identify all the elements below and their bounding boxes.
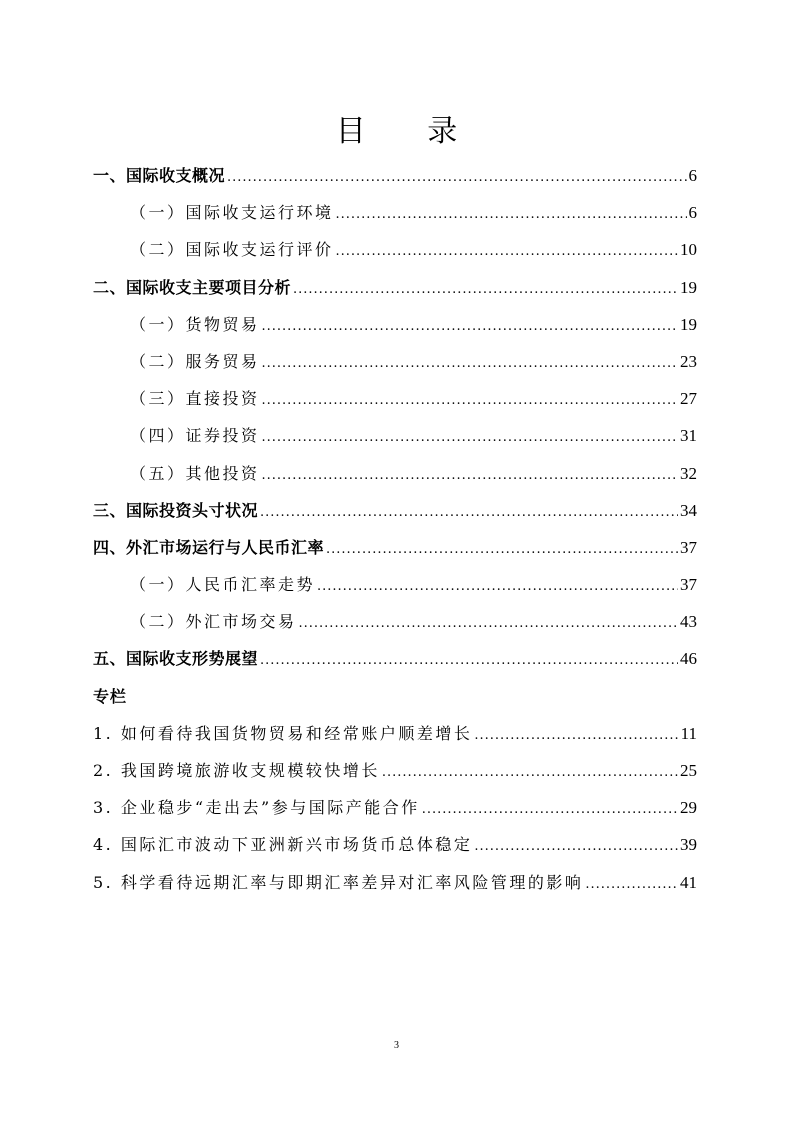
- dot-leader: [262, 345, 678, 382]
- dot-leader: [293, 271, 678, 308]
- entry-page-number: 39: [680, 835, 697, 855]
- toc-entry-column-4[interactable]: [93, 826, 697, 863]
- toc-entry-column-1[interactable]: [93, 715, 697, 752]
- dot-leader: [262, 457, 678, 494]
- entry-text: 二、国际收支主要项目分析: [93, 277, 292, 297]
- dot-leader: [260, 642, 678, 679]
- entry-text: 2. 我国跨境旅游收支规模较快增长: [93, 761, 380, 780]
- dot-leader: [262, 308, 678, 345]
- entry-page-number: 41: [680, 872, 697, 892]
- entry-text: （四）证券投资: [130, 426, 260, 446]
- entry-page-number: 6: [688, 166, 697, 185]
- entry-page-number: 37: [680, 575, 697, 595]
- toc-entry-section-2-1[interactable]: [93, 306, 697, 343]
- entry-page-number: 46: [680, 649, 697, 669]
- toc-entry-section-2-4[interactable]: [93, 417, 697, 454]
- entry-page-number: 29: [680, 798, 697, 818]
- dot-leader: [382, 754, 678, 791]
- columns-heading: 专栏: [93, 686, 128, 706]
- toc-entry-section-4-1[interactable]: [93, 566, 697, 603]
- dot-leader: [260, 494, 678, 531]
- entry-text: 五、国际收支形势展望: [93, 649, 259, 669]
- dot-leader: [336, 196, 687, 233]
- entry-text: （一）国际收支运行环境: [130, 203, 334, 223]
- dot-leader: [317, 568, 678, 605]
- toc-entry-section-1[interactable]: [93, 157, 697, 194]
- dot-leader: [336, 233, 678, 270]
- entry-text: 三、国际投资头寸状况: [93, 500, 259, 520]
- dot-leader: [227, 159, 686, 196]
- toc-entry-section-2-3[interactable]: [93, 380, 697, 417]
- dot-leader: [326, 531, 678, 568]
- toc-entry-section-5[interactable]: [93, 640, 697, 677]
- dot-leader: [585, 866, 678, 903]
- entry-text: 一、国际收支概况: [93, 166, 226, 185]
- entry-text: （一）人民币汇率走势: [130, 575, 316, 595]
- toc-title: 目 录: [335, 114, 484, 149]
- dot-leader: [299, 605, 678, 642]
- entry-page-number: 31: [680, 426, 697, 446]
- entry-text: （二）服务贸易: [130, 351, 260, 371]
- entry-page-number: 23: [680, 351, 697, 371]
- table-of-contents: [93, 157, 697, 901]
- entry-text: （五）其他投资: [130, 463, 260, 483]
- entry-page-number: 32: [680, 463, 697, 483]
- toc-entry-section-1-2[interactable]: [93, 231, 697, 268]
- toc-entry-section-2-2[interactable]: [93, 343, 697, 380]
- entry-page-number: 25: [680, 761, 697, 780]
- entry-text: 3. 企业稳步“走出去”参与国际产能合作: [93, 798, 420, 818]
- entry-page-number: 6: [688, 203, 697, 223]
- entry-text: （二）国际收支运行评价: [130, 240, 334, 260]
- entry-text: （三）直接投资: [130, 389, 260, 409]
- entry-text: 5. 科学看待远期汇率与即期汇率差异对汇率风险管理的影响: [93, 872, 584, 892]
- toc-entry-section-2[interactable]: [93, 269, 697, 306]
- entry-page-number: 43: [680, 612, 697, 632]
- toc-entry-section-4-2[interactable]: [93, 603, 697, 640]
- toc-entry-section-3[interactable]: [93, 492, 697, 529]
- dot-leader: [422, 791, 678, 828]
- entry-text: 1. 如何看待我国货物贸易和经常账户顺差增长: [93, 723, 473, 743]
- entry-text: （一）货物贸易: [130, 314, 260, 334]
- dot-leader: [262, 419, 678, 456]
- entry-page-number: 11: [680, 723, 697, 743]
- entry-text: （二）外汇市场交易: [130, 612, 297, 632]
- dot-leader: [474, 828, 678, 865]
- entry-page-number: 27: [680, 389, 697, 409]
- toc-entry-section-2-5[interactable]: [93, 455, 697, 492]
- toc-entry-section-4[interactable]: [93, 529, 697, 566]
- entry-page-number: 10: [680, 240, 697, 260]
- toc-entry-column-2[interactable]: [93, 752, 697, 789]
- entry-text: 4. 国际汇市波动下亚洲新兴市场货币总体稳定: [93, 835, 473, 855]
- toc-entry-section-1-1[interactable]: [93, 194, 697, 231]
- toc-entry-column-3[interactable]: [93, 789, 697, 826]
- toc-entry-column-5[interactable]: [93, 864, 697, 901]
- dot-leader: [474, 717, 678, 754]
- entry-page-number: 19: [680, 314, 697, 334]
- entry-page-number: 37: [680, 537, 697, 557]
- dot-leader: [262, 382, 678, 419]
- entry-text: 四、外汇市场运行与人民币汇率: [93, 537, 325, 557]
- entry-page-number: 34: [680, 500, 697, 520]
- page-number: 3: [394, 1040, 399, 1051]
- entry-page-number: 19: [680, 277, 697, 297]
